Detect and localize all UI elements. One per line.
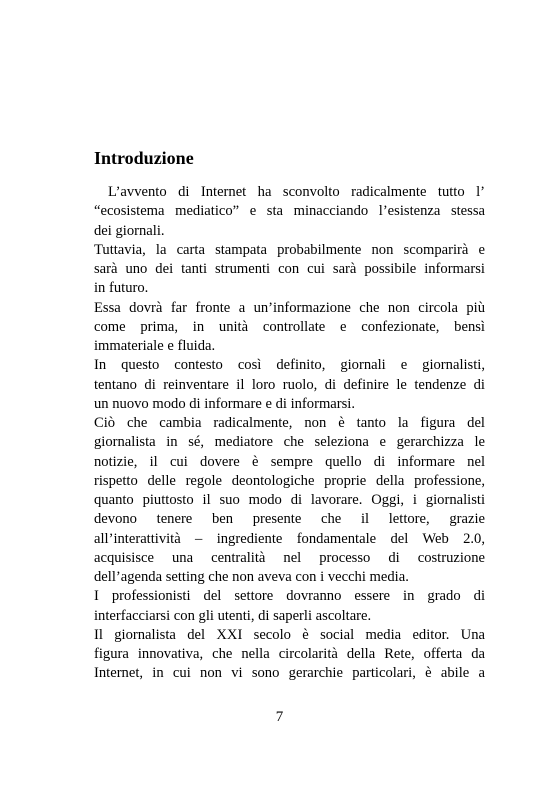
paragraph-line: giornalista in sé, mediatore che seleziona e gerarchizza le	[94, 434, 485, 451]
chapter-heading: Introduzione	[94, 148, 194, 168]
paragraph-line: come prima, in unità controllate e confezionate, bensì	[94, 318, 485, 335]
paragraph-line: dell’agenda setting che non aveva con i vecchi media.	[94, 569, 409, 585]
body-text	[94, 183, 485, 684]
paragraph-line: in futuro.	[94, 280, 149, 297]
paragraph-line: L’avvento di Internet ha sconvolto radicalmente tutto l’	[108, 184, 485, 200]
paragraph-line: “ecosistema mediatico” e sta minacciando l’esistenza stessa	[94, 203, 485, 220]
paragraph-line: dei giornali.	[94, 222, 165, 239]
paragraph-line: sarà uno dei tanti strumenti con cui sarà possibile informarsi	[94, 261, 485, 277]
paragraph-line: acquisisce una centralità nel processo di costruzione	[94, 549, 485, 566]
paragraph-line: figura innovativa, che nella circolarità della Rete, offerta da	[94, 646, 485, 662]
paragraph-line: I professionisti del settore dovranno essere in grado di	[94, 588, 485, 605]
paragraph-line: devono tenere ben presente che il lettore, grazie	[94, 511, 485, 528]
paragraph-line: Ciò che cambia radicalmente, non è tanto la figura del	[94, 415, 485, 431]
paragraph-line: notizie, il cui dovere è sempre quello di informare nel	[94, 453, 485, 470]
paragraph-line: Il giornalista del XXI secolo è social media editor. Una	[94, 626, 485, 643]
paragraph-line: Tuttavia, la carta stampata probabilmente non scomparirà e	[94, 241, 485, 258]
paragraph-line: quanto piuttosto il suo modo di lavorare. Oggi, i giornalisti	[94, 492, 485, 508]
paragraph-line: immateriale e fluida.	[94, 338, 216, 354]
paragraph-line: interfacciarsi con gli utenti, di saperli ascoltare.	[94, 607, 372, 624]
paragraph-line: rispetto delle regole deontologiche proprie della professione,	[94, 472, 485, 489]
paragraph-line: In questo contesto così definito, giornali e giornalisti,	[94, 357, 485, 374]
page-number: 7	[275, 709, 284, 725]
paragraph-line: all’interattività – ingrediente fondamentale del Web 2.0,	[94, 530, 485, 547]
paragraph-line: Internet, in cui non vi sono gerarchie particolari, è abile a	[94, 665, 485, 682]
paragraph-line: un nuovo modo di informare e di informarsi.	[94, 395, 356, 412]
paragraph-line: tentano di reinventare il loro ruolo, di definire le tendenze di	[94, 376, 485, 393]
paragraph-line: Essa dovrà far fronte a un’informazione che non circola più	[94, 299, 485, 316]
